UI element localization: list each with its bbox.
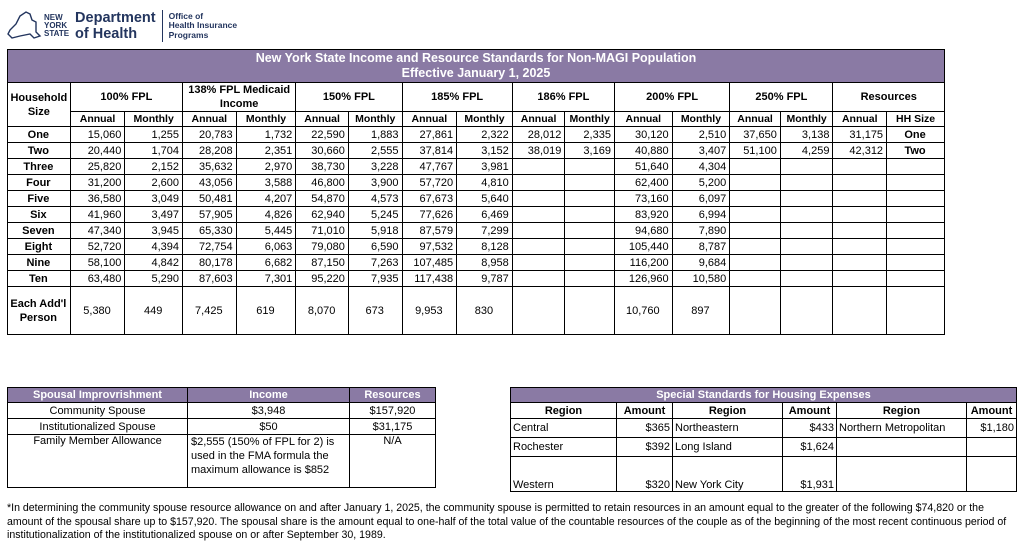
household-size-label: Six — [8, 207, 71, 223]
table-cell — [887, 175, 945, 191]
table-cell: 7,301 — [236, 271, 296, 287]
each-additional-person-label: Each Add'l Person — [8, 287, 71, 335]
resources-header: Resources — [350, 388, 436, 403]
table-cell — [887, 223, 945, 239]
table-cell: 31,200 — [70, 175, 125, 191]
table-cell — [833, 287, 887, 335]
group-header: 186% FPL — [512, 83, 614, 112]
table-cell: 673 — [348, 287, 402, 335]
table-cell: 7,299 — [457, 223, 513, 239]
title-line: New York State Income and Resource Standards for Non-MAGI Population — [255, 51, 697, 65]
amount-cell: $1,931 — [783, 457, 837, 492]
footnote: *In determining the community spouse resource allowance on and after January 1, 2025, the community spouse is permitted to retain resources in an amount equal to the greater of the following $74,820 or the amount of the spousal share up to $157,920. The spousal share is the amount equal to one-half of the total value of the countable resources of the couple as of the beginning of the most recent continuous period of institutionalization of the institutionalized spouse on or after September 30, 1989. — [7, 502, 1007, 541]
group-header: 185% FPL — [402, 83, 512, 112]
household-size-label: Ten — [8, 271, 71, 287]
annual-header: Annual — [512, 112, 565, 127]
table-cell: 4,259 — [780, 143, 833, 159]
table-cell: 47,767 — [402, 159, 457, 175]
table-row — [8, 159, 945, 175]
table-cell: 2,335 — [565, 127, 615, 143]
table-cell: 7,935 — [348, 271, 402, 287]
table-cell: 51,640 — [614, 159, 672, 175]
table-cell: 2,555 — [348, 143, 402, 159]
new-york-state-map-icon — [6, 10, 42, 42]
spousal-impoverishment-table — [7, 387, 436, 488]
table-cell: 830 — [457, 287, 513, 335]
table-cell: 3,169 — [565, 143, 615, 159]
table-cell — [730, 287, 781, 335]
table-cell — [887, 159, 945, 175]
table-cell: 4,573 — [348, 191, 402, 207]
annual-header: Annual — [70, 112, 125, 127]
monthly-header: Monthly — [348, 112, 402, 127]
region-cell: New York City — [673, 457, 783, 492]
table-cell: 38,019 — [512, 143, 565, 159]
table-cell: 38,730 — [296, 159, 349, 175]
sub-header-row — [8, 112, 945, 127]
table-cell — [565, 239, 615, 255]
table-cell: 5,290 — [125, 271, 183, 287]
table-cell — [512, 159, 565, 175]
table-cell: 94,680 — [614, 223, 672, 239]
amount-cell: $392 — [617, 438, 673, 457]
table-row — [8, 419, 436, 435]
table-cell: 77,626 — [402, 207, 457, 223]
table-cell — [512, 239, 565, 255]
table-cell: 57,905 — [183, 207, 237, 223]
table-cell — [565, 287, 615, 335]
table-row — [8, 287, 945, 335]
table-row — [8, 435, 436, 488]
nys-doh-logo — [6, 10, 237, 42]
table-cell — [833, 175, 887, 191]
table-cell: 46,800 — [296, 175, 349, 191]
table-cell: 8,128 — [457, 239, 513, 255]
table-cell — [780, 239, 833, 255]
table-cell — [833, 255, 887, 271]
table-cell: 37,650 — [730, 127, 781, 143]
amount-cell: $433 — [783, 419, 837, 438]
table-cell: 83,920 — [614, 207, 672, 223]
table-cell: 2,351 — [236, 143, 296, 159]
household-size-label: Seven — [8, 223, 71, 239]
region-cell: Northern Metropolitan — [837, 419, 967, 438]
logo-line: YORK — [44, 21, 68, 30]
table-row — [8, 403, 436, 419]
table-cell — [730, 191, 781, 207]
annual-header: Annual — [614, 112, 672, 127]
housing-title: Special Standards for Housing Expenses — [511, 388, 1017, 403]
page-header — [6, 6, 237, 46]
table-cell — [512, 255, 565, 271]
table-cell: 27,861 — [402, 127, 457, 143]
table-cell: 72,754 — [183, 239, 237, 255]
table-cell: 9,787 — [457, 271, 513, 287]
table-cell — [780, 175, 833, 191]
table-cell: 3,497 — [125, 207, 183, 223]
table-cell — [730, 207, 781, 223]
table-cell: 619 — [236, 287, 296, 335]
group-header: Resources — [833, 83, 945, 112]
table-cell: 4,207 — [236, 191, 296, 207]
region-cell — [837, 438, 967, 457]
table-cell: 28,208 — [183, 143, 237, 159]
table-cell: 117,438 — [402, 271, 457, 287]
table-cell: 897 — [672, 287, 730, 335]
table-cell — [512, 191, 565, 207]
table-cell — [730, 175, 781, 191]
annual-header: Annual — [183, 112, 237, 127]
table-cell: 47,340 — [70, 223, 125, 239]
table-cell: 57,720 — [402, 175, 457, 191]
table-cell: 58,100 — [70, 255, 125, 271]
monthly-header: Monthly — [457, 112, 513, 127]
table-cell: 43,056 — [183, 175, 237, 191]
region-cell: Long Island — [673, 438, 783, 457]
table-cell: 5,640 — [457, 191, 513, 207]
amount-cell: $320 — [617, 457, 673, 492]
table-cell: 54,870 — [296, 191, 349, 207]
logo-line: NEW — [44, 13, 63, 22]
table-cell: 87,150 — [296, 255, 349, 271]
table-cell: Two — [887, 143, 945, 159]
table-cell: 28,012 — [512, 127, 565, 143]
household-size-label: One — [8, 127, 71, 143]
table-cell: 6,063 — [236, 239, 296, 255]
table-cell — [730, 271, 781, 287]
table-cell: 7,890 — [672, 223, 730, 239]
table-cell: 107,485 — [402, 255, 457, 271]
table-cell: 4,304 — [672, 159, 730, 175]
table-cell — [780, 287, 833, 335]
table-cell: 2,970 — [236, 159, 296, 175]
table-cell: 5,918 — [348, 223, 402, 239]
table-cell: 15,060 — [70, 127, 125, 143]
table-cell — [565, 223, 615, 239]
table-cell — [833, 223, 887, 239]
table-cell: 6,469 — [457, 207, 513, 223]
housing-column-header-row — [511, 403, 1017, 419]
table-cell — [512, 223, 565, 239]
table-cell: 126,960 — [614, 271, 672, 287]
household-size-label: Five — [8, 191, 71, 207]
table-cell: 10,580 — [672, 271, 730, 287]
table-row — [511, 438, 1017, 457]
table-cell: 65,330 — [183, 223, 237, 239]
table-cell: 1,255 — [125, 127, 183, 143]
table-cell: 6,994 — [672, 207, 730, 223]
table-cell — [565, 255, 615, 271]
table-cell: 3,945 — [125, 223, 183, 239]
table-cell: 1,704 — [125, 143, 183, 159]
fma-label: Family Member Allowance — [8, 435, 188, 488]
table-cell: 3,228 — [348, 159, 402, 175]
table-cell: 9,684 — [672, 255, 730, 271]
table-cell — [512, 287, 565, 335]
region-cell: Northeastern — [673, 419, 783, 438]
table-row — [8, 271, 945, 287]
income-header: Income — [188, 388, 350, 403]
amount-header: Amount — [967, 403, 1017, 419]
annual-header: Annual — [833, 112, 887, 127]
table-cell — [833, 207, 887, 223]
effective-date: Effective January 1, 2025 — [401, 66, 551, 80]
table-row — [511, 457, 1017, 492]
table-cell: 6,590 — [348, 239, 402, 255]
annual-header: Annual — [296, 112, 349, 127]
table-cell — [512, 271, 565, 287]
table-cell: 67,673 — [402, 191, 457, 207]
region-cell: Rochester — [511, 438, 617, 457]
table-cell — [565, 191, 615, 207]
table-cell: 62,940 — [296, 207, 349, 223]
table-cell — [565, 207, 615, 223]
dept-line: Department — [75, 10, 156, 26]
region-header: Region — [511, 403, 617, 419]
table-row — [8, 223, 945, 239]
household-size-label: Four — [8, 175, 71, 191]
logo-state-text — [44, 14, 69, 38]
office-line: Health Insurance — [168, 20, 238, 31]
table-cell: 6,097 — [672, 191, 730, 207]
dept-line: of Health — [75, 26, 138, 42]
monthly-header: Monthly — [236, 112, 296, 127]
table-cell: 97,532 — [402, 239, 457, 255]
table-row — [8, 239, 945, 255]
table-title-row — [8, 50, 945, 83]
region-cell: Central — [511, 419, 617, 438]
table-cell: 2,600 — [125, 175, 183, 191]
table-cell — [780, 223, 833, 239]
table-cell — [730, 159, 781, 175]
table-cell: 5,200 — [672, 175, 730, 191]
table-cell: 8,070 — [296, 287, 349, 335]
logo-line: STATE — [44, 29, 70, 38]
table-row — [8, 175, 945, 191]
table-cell — [730, 239, 781, 255]
table-cell — [887, 271, 945, 287]
table-cell: 4,394 — [125, 239, 183, 255]
table-cell: 50,481 — [183, 191, 237, 207]
table-cell — [887, 239, 945, 255]
department-name — [75, 10, 163, 42]
household-size-label: Eight — [8, 239, 71, 255]
table-cell: 42,312 — [833, 143, 887, 159]
table-cell: 51,100 — [730, 143, 781, 159]
table-cell: 2,510 — [672, 127, 730, 143]
amount-cell — [967, 438, 1017, 457]
spousal-label: Community Spouse — [8, 403, 188, 419]
table-cell: 4,810 — [457, 175, 513, 191]
table-cell: 35,632 — [183, 159, 237, 175]
annual-header: Annual — [402, 112, 457, 127]
spousal-income: $3,948 — [188, 403, 350, 419]
table-cell: 52,720 — [70, 239, 125, 255]
table-cell: 1,732 — [236, 127, 296, 143]
table-cell: 5,245 — [348, 207, 402, 223]
table-cell: 41,960 — [70, 207, 125, 223]
amount-cell: $1,180 — [967, 419, 1017, 438]
region-cell: Western — [511, 457, 617, 492]
table-cell: 10,760 — [614, 287, 672, 335]
spousal-title: Spousal Improvrishment — [8, 388, 188, 403]
table-cell — [512, 175, 565, 191]
table-cell — [730, 223, 781, 239]
table-cell — [780, 271, 833, 287]
table-cell: 3,900 — [348, 175, 402, 191]
income-resource-standards-table — [7, 49, 945, 335]
table-cell: 95,220 — [296, 271, 349, 287]
monthly-header: Monthly — [565, 112, 615, 127]
table-cell: 8,787 — [672, 239, 730, 255]
table-cell — [833, 159, 887, 175]
table-cell: 3,407 — [672, 143, 730, 159]
table-cell — [512, 207, 565, 223]
table-row — [511, 419, 1017, 438]
table-cell: 30,660 — [296, 143, 349, 159]
household-size-label: Two — [8, 143, 71, 159]
group-header: 250% FPL — [730, 83, 833, 112]
table-cell — [780, 207, 833, 223]
table-cell: 79,080 — [296, 239, 349, 255]
table-cell: 4,826 — [236, 207, 296, 223]
group-header: 138% FPL Medicaid Income — [183, 83, 296, 112]
table-cell: 63,480 — [70, 271, 125, 287]
office-line: Office of — [168, 10, 204, 21]
table-cell: 5,445 — [236, 223, 296, 239]
table-cell: 9,953 — [402, 287, 457, 335]
table-cell: 71,010 — [296, 223, 349, 239]
table-cell: 20,440 — [70, 143, 125, 159]
table-cell: One — [887, 127, 945, 143]
table-cell: 6,682 — [236, 255, 296, 271]
table-cell: 36,580 — [70, 191, 125, 207]
table-cell — [833, 239, 887, 255]
table-cell: 22,590 — [296, 127, 349, 143]
table-cell: 37,814 — [402, 143, 457, 159]
housing-expenses-table — [510, 387, 1017, 492]
region-header: Region — [837, 403, 967, 419]
table-cell: 449 — [125, 287, 183, 335]
table-row — [8, 127, 945, 143]
table-row — [8, 191, 945, 207]
table-cell: 3,588 — [236, 175, 296, 191]
table-cell — [887, 191, 945, 207]
table-cell: 20,783 — [183, 127, 237, 143]
monthly-header: Monthly — [672, 112, 730, 127]
table-cell — [780, 255, 833, 271]
table-cell: 8,958 — [457, 255, 513, 271]
amount-cell — [967, 457, 1017, 492]
region-header: Region — [673, 403, 783, 419]
table-cell — [730, 255, 781, 271]
household-size-label: Three — [8, 159, 71, 175]
table-cell: 7,263 — [348, 255, 402, 271]
housing-title-row — [511, 388, 1017, 403]
table-cell: 1,883 — [348, 127, 402, 143]
table-cell: 4,842 — [125, 255, 183, 271]
table-cell: 31,175 — [833, 127, 887, 143]
table-cell: 30,120 — [614, 127, 672, 143]
office-name — [169, 12, 238, 41]
office-line: Programs — [168, 29, 209, 40]
table-cell: 80,178 — [183, 255, 237, 271]
amount-cell: $365 — [617, 419, 673, 438]
table-cell: 3,152 — [457, 143, 513, 159]
table-cell: 7,425 — [183, 287, 237, 335]
spousal-header-row — [8, 388, 436, 403]
table-cell: 2,152 — [125, 159, 183, 175]
group-header: 200% FPL — [614, 83, 729, 112]
hh-size-header: HH Size — [887, 112, 945, 127]
table-cell: 87,579 — [402, 223, 457, 239]
table-cell — [833, 191, 887, 207]
table-cell: 116,200 — [614, 255, 672, 271]
annual-header: Annual — [730, 112, 781, 127]
amount-header: Amount — [617, 403, 673, 419]
table-cell — [887, 207, 945, 223]
table-cell: 40,880 — [614, 143, 672, 159]
amount-header: Amount — [783, 403, 837, 419]
spousal-income: $50 — [188, 419, 350, 435]
fma-income: $2,555 (150% of FPL for 2) is used in the FMA formula the maximum allowance is $852 — [188, 435, 350, 488]
region-cell — [837, 457, 967, 492]
table-cell — [887, 287, 945, 335]
table-row — [8, 143, 945, 159]
table-cell — [565, 159, 615, 175]
table-cell: 3,049 — [125, 191, 183, 207]
table-row — [8, 207, 945, 223]
table-cell — [565, 271, 615, 287]
table-cell: 73,160 — [614, 191, 672, 207]
table-cell — [780, 191, 833, 207]
spousal-label: Institutionalized Spouse — [8, 419, 188, 435]
table-cell — [780, 159, 833, 175]
table-cell — [565, 175, 615, 191]
household-size-header: Household Size — [8, 83, 71, 127]
table-cell: 3,138 — [780, 127, 833, 143]
table-title — [8, 50, 945, 83]
group-header: 150% FPL — [296, 83, 402, 112]
table-cell — [833, 271, 887, 287]
household-size-label: Nine — [8, 255, 71, 271]
table-cell: 87,603 — [183, 271, 237, 287]
table-cell: 2,322 — [457, 127, 513, 143]
fma-resources: N/A — [350, 435, 436, 488]
table-cell: 25,820 — [70, 159, 125, 175]
group-header: 100% FPL — [70, 83, 182, 112]
table-cell: 5,380 — [70, 287, 125, 335]
spousal-resources: $31,175 — [350, 419, 436, 435]
group-header-row — [8, 83, 945, 112]
monthly-header: Monthly — [780, 112, 833, 127]
spousal-resources: $157,920 — [350, 403, 436, 419]
table-cell — [887, 255, 945, 271]
table-row — [8, 255, 945, 271]
table-cell: 105,440 — [614, 239, 672, 255]
table-cell: 62,400 — [614, 175, 672, 191]
amount-cell: $1,624 — [783, 438, 837, 457]
monthly-header: Monthly — [125, 112, 183, 127]
table-cell: 3,981 — [457, 159, 513, 175]
